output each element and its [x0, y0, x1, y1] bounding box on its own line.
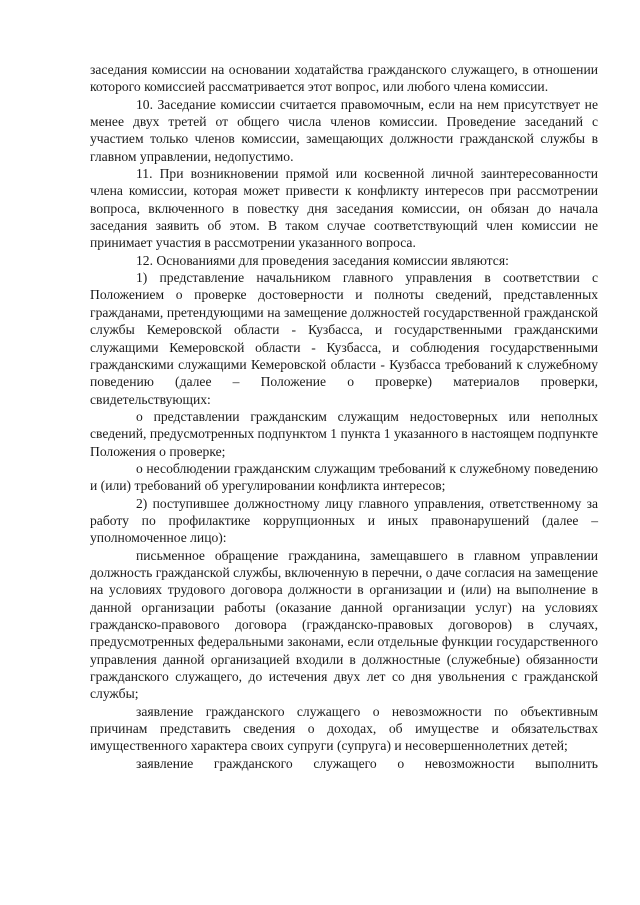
paragraph-11: 11. При возникновении прямой или косвенной личной заинтересованности члена комиссии, которая может привести к конфликту интересов при рассмотрении вопроса, включенного в повестку дня заседания комиссии, он обязан до начала заседания заявить об этом. В таком случае соответствующий член комиссии не принимает участия в рассмотрении указанного вопроса.	[90, 166, 598, 251]
document-page	[90, 61, 598, 772]
subparagraph-2-item-b: заявление гражданского служащего о невозможности по объективным причинам представить сведения о доходах, об имуществе и обязательствах имущественного характера своих супруги (супруга) и несовершеннолетних детей;	[90, 703, 598, 754]
paragraph-12: 12. Основаниями для проведения заседания комиссии являются:	[136, 252, 509, 268]
subparagraph-2: 2) поступившее должностному лицу главного управления, ответственному за работу по профилактике коррупционных и иных правонарушений (далее – уполномоченное лицо):	[90, 495, 598, 546]
subparagraph-1: 1) представление начальником главного управления в соответствии с Положением о проверке достоверности и полноты сведений, представленных гражданами, претендующими на замещение должностей государственной гражданской службы Кемеровской области - Кузбасса, и государственными гражданскими служащими Кемеровской области - Кузбасса, и соблюдения государственными гражданскими служащими Кемеровской области - Кузбасса требований к служебному поведению (далее – Положение о проверке) материалов проверки, свидетельствующих:	[90, 270, 598, 407]
paragraph-10: 10. Заседание комиссии считается правомочным, если на нем присутствует не менее двух третей от общего числа членов комиссии. Проведение заседаний с участием только членов комиссии, замещающих должности гражданской службы в главном управлении, недопустимо.	[90, 96, 598, 164]
subparagraph-1-item-b: о несоблюдении гражданским служащим требований к служебному поведению и (или) требований об урегулировании конфликта интересов;	[90, 460, 598, 494]
subparagraph-2-item-c: заявление гражданского служащего о невозможности выполнить	[136, 755, 598, 771]
subparagraph-1-item-a: о представлении гражданским служащим недостоверных или неполных сведений, предусмотренных подпунктом 1 пункта 1 указанного в настоящем подпункте Положения о проверке;	[90, 408, 598, 459]
paragraph-continuation: заседания комиссии на основании ходатайства гражданского служащего, в отношении которого комиссией рассматривается этот вопрос, или любого члена комиссии.	[90, 62, 598, 95]
subparagraph-2-item-a: письменное обращение гражданина, замещавшего в главном управлении должность гражданской службы, включенную в перечни, о даче согласия на замещение на условиях трудового договора должности в организации и (или) на выполнение в данной организации работы (оказание данной организации услуг) на условиях гражданско-правового договора (гражданско-правовых договоров) в случаях, предусмотренных федеральными законами, если отдельные функции государственного управления данной организацией входили в должностные (служебные) обязанности гражданского служащего, до истечения двух лет со дня увольнения с гражданской службы;	[90, 547, 598, 702]
